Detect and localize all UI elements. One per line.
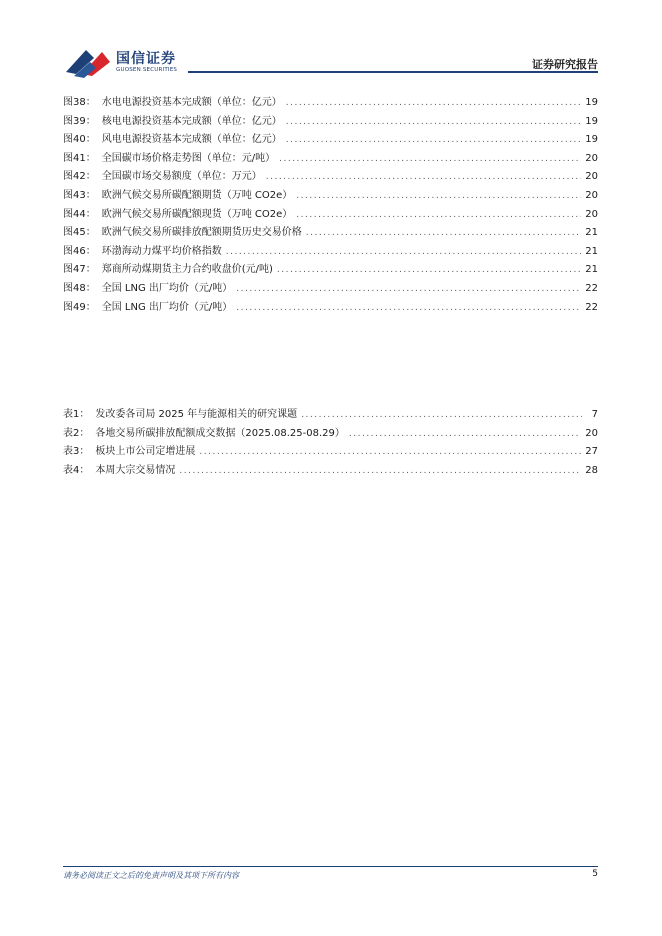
toc-leader xyxy=(301,406,582,425)
logo-text-cn: 国信证券 xyxy=(116,51,176,67)
toc-label: 表4： xyxy=(63,464,90,476)
toc-title: 水电电源投资基本完成额（单位：亿元） xyxy=(101,97,282,108)
toc-leader xyxy=(296,206,581,225)
toc-title: 欧洲气候交易所碳配额现货（万吨 CO2e） xyxy=(101,208,293,220)
toc-title: 欧洲气候交易所碳排放配额期货历史交易价格 xyxy=(101,227,302,239)
toc-page-number: 20 xyxy=(585,208,598,220)
toc-title: 环渤海动力煤平均价格指数 xyxy=(101,245,222,257)
toc-title: 郑商所动煤期货主力合约收盘价(元/吨) xyxy=(101,264,273,276)
toc-label: 图39： xyxy=(63,115,96,127)
toc-leader xyxy=(296,187,581,206)
page-number: 5 xyxy=(592,869,598,879)
toc-title: 全国碳市场价格走势图（单位：元/吨） xyxy=(101,152,276,164)
toc-leader xyxy=(286,94,582,113)
toc-leader xyxy=(236,299,581,318)
toc-page-number: 27 xyxy=(585,446,598,458)
toc-entry-figure[interactable] xyxy=(63,299,598,318)
toc-leader xyxy=(199,443,581,462)
toc-leader xyxy=(266,168,582,187)
toc-entry-figure[interactable] xyxy=(63,94,598,113)
toc-leader xyxy=(349,425,581,444)
toc-label: 图45： xyxy=(63,227,96,239)
toc-page-number: 21 xyxy=(585,245,598,257)
toc-label: 图47： xyxy=(63,264,96,276)
toc-entry-figure[interactable] xyxy=(63,168,598,187)
toc-title: 发改委各司局 2025 年与能源相关的研究课题 xyxy=(95,409,298,420)
toc-page-number: 21 xyxy=(585,227,598,239)
toc-entry-figure[interactable] xyxy=(63,206,598,225)
page-header xyxy=(0,0,662,80)
company-logo xyxy=(64,44,188,78)
toc-entry-table[interactable] xyxy=(63,443,598,462)
toc-label: 表2： xyxy=(63,427,90,439)
toc-leader xyxy=(277,261,581,280)
footer-divider xyxy=(63,866,598,867)
logo-text-en: GUOSEN SECURITIES xyxy=(116,67,178,73)
toc-leader xyxy=(226,243,582,262)
toc-page-number: 19 xyxy=(585,134,598,146)
toc-title: 欧洲气候交易所碳配额期货（万吨 CO2e） xyxy=(101,189,293,201)
toc-page-number: 22 xyxy=(585,301,598,313)
toc-page-number: 21 xyxy=(585,264,598,276)
toc-label: 图44： xyxy=(63,208,96,220)
toc-leader xyxy=(279,150,581,169)
toc-title: 风电电源投资基本完成额（单位：亿元） xyxy=(101,134,282,146)
toc-page-number: 19 xyxy=(585,97,598,108)
toc-entry-figure[interactable] xyxy=(63,131,598,150)
toc-leader xyxy=(236,280,581,299)
toc-leader xyxy=(286,113,582,132)
toc-leader xyxy=(179,462,581,481)
toc-leader xyxy=(286,131,582,150)
report-type-title: 证券研究报告 xyxy=(532,58,598,71)
toc-entry-figure[interactable] xyxy=(63,187,598,206)
toc-entry-table[interactable] xyxy=(63,462,598,481)
toc-page-number: 19 xyxy=(585,115,598,127)
toc-label: 图48： xyxy=(63,282,96,294)
toc-page-number: 7 xyxy=(591,409,598,420)
toc-entry-figure[interactable] xyxy=(63,243,598,262)
toc-entry-figure[interactable] xyxy=(63,224,598,243)
toc-title: 各地交易所碳排放配额成交数据（2025.08.25-08.29） xyxy=(95,427,345,439)
toc-label: 表1： xyxy=(63,409,90,420)
toc-label: 表3： xyxy=(63,446,90,458)
toc-leader xyxy=(306,224,582,243)
toc-title: 板块上市公司定增进展 xyxy=(95,446,196,458)
toc-entry-figure[interactable] xyxy=(63,113,598,132)
toc-label: 图38： xyxy=(63,97,96,108)
header-divider xyxy=(188,71,598,73)
toc-entry-figure[interactable] xyxy=(63,261,598,280)
toc-page-number: 28 xyxy=(585,464,598,476)
toc-title: 全国 LNG 出厂均价（元/吨） xyxy=(101,301,233,313)
toc-page-number: 20 xyxy=(585,189,598,201)
figure-index-list xyxy=(63,94,598,317)
toc-label: 图40： xyxy=(63,134,96,146)
logo-mark-icon xyxy=(64,44,112,78)
toc-page-number: 20 xyxy=(585,171,598,183)
toc-label: 图42： xyxy=(63,171,96,183)
toc-label: 图43： xyxy=(63,189,96,201)
toc-entry-figure[interactable] xyxy=(63,280,598,299)
toc-entry-table[interactable] xyxy=(63,406,598,425)
toc-page-number: 20 xyxy=(585,427,598,439)
toc-title: 全国碳市场交易额度（单位：万元） xyxy=(101,171,262,183)
table-index-list xyxy=(63,406,598,480)
toc-page-number: 22 xyxy=(585,282,598,294)
disclaimer-note: 请务必阅读正文之后的免责声明及其项下所有内容 xyxy=(63,871,239,880)
toc-title: 全国 LNG 出厂均价（元/吨） xyxy=(101,282,233,294)
toc-entry-table[interactable] xyxy=(63,425,598,444)
toc-entry-figure[interactable] xyxy=(63,150,598,169)
toc-label: 图49： xyxy=(63,301,96,313)
toc-title: 核电电源投资基本完成额（单位：亿元） xyxy=(101,115,282,127)
toc-label: 图46： xyxy=(63,245,96,257)
toc-label: 图41： xyxy=(63,152,96,164)
toc-page-number: 20 xyxy=(585,152,598,164)
toc-title: 本周大宗交易情况 xyxy=(95,464,176,476)
